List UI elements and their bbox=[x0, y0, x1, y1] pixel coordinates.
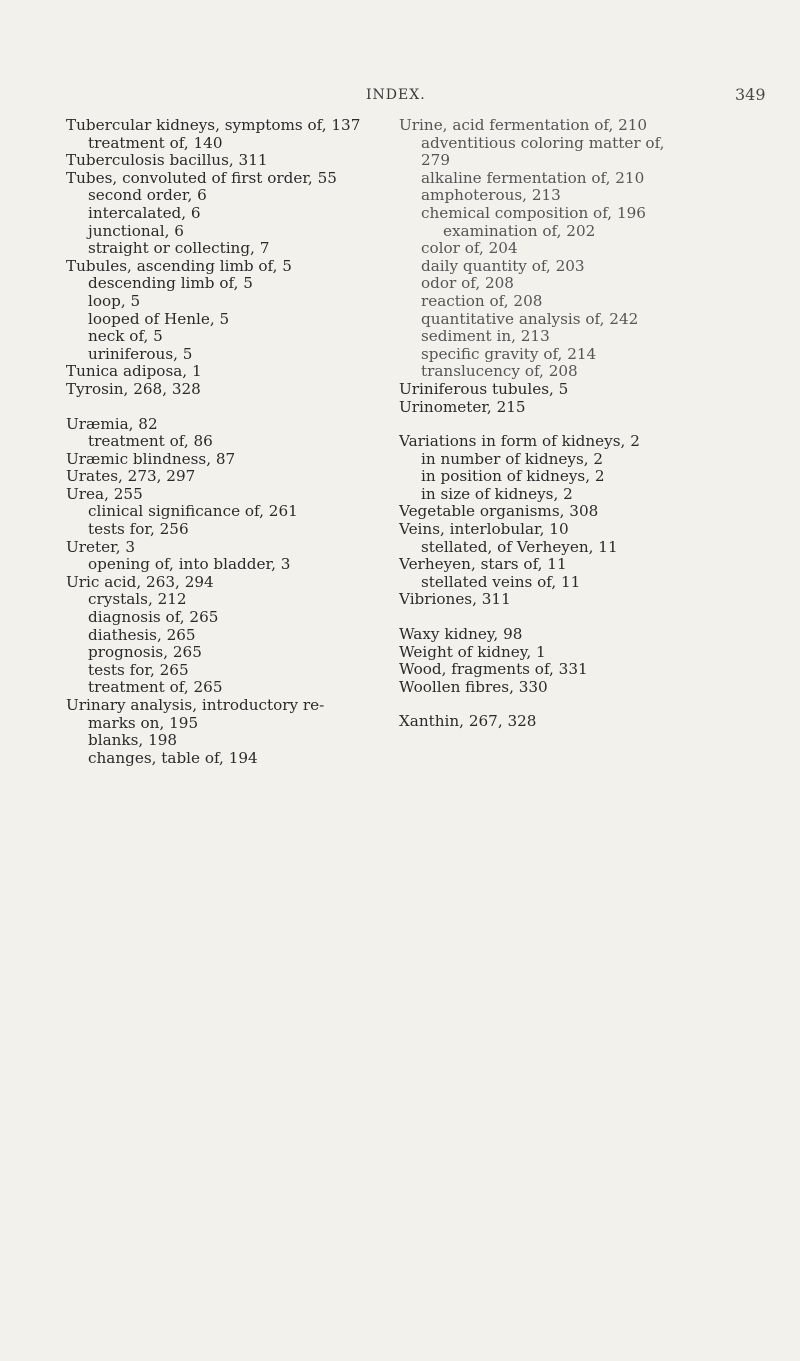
index-subentry: intercalated, 6 bbox=[88, 203, 201, 222]
index-entry: Variations in form of kidneys, 2 bbox=[399, 432, 640, 451]
index-entry: Woollen fibres, 330 bbox=[399, 677, 548, 696]
index-entry: Veins, interlobular, 10 bbox=[399, 520, 569, 539]
index-subentry: in position of kidneys, 2 bbox=[421, 467, 605, 486]
index-subentry: reaction of, 208 bbox=[421, 291, 543, 310]
index-entry: Weight of kidney, 1 bbox=[399, 642, 546, 661]
index-subentry: crystals, 212 bbox=[88, 590, 187, 609]
index-entry: Urea, 255 bbox=[66, 484, 143, 503]
index-entry: Urinary analysis, introductory re- bbox=[66, 696, 325, 714]
index-entry: Urine, acid fermentation of, 210 bbox=[399, 116, 648, 134]
index-subentry: junctional, 6 bbox=[88, 221, 184, 240]
section-gap bbox=[399, 696, 739, 713]
index-entry: Tunica adiposa, 1 bbox=[66, 362, 202, 381]
index-subentry: changes, table of, 194 bbox=[88, 748, 258, 767]
index-subentry: in size of kidneys, 2 bbox=[421, 484, 573, 503]
index-subentry: looped of Henle, 5 bbox=[88, 309, 230, 328]
index-subentry: treatment of, 265 bbox=[88, 678, 223, 697]
index-subentry: uriniferous, 5 bbox=[88, 344, 193, 363]
index-subentry: adventitious coloring matter of, bbox=[421, 133, 665, 152]
index-subentry: diathesis, 265 bbox=[88, 625, 196, 644]
index-subentry: diagnosis of, 265 bbox=[88, 608, 219, 627]
index-subentry: treatment of, 86 bbox=[88, 432, 213, 451]
index-subentry: treatment of, 140 bbox=[88, 133, 223, 152]
index-subentry: alkaline fermentation of, 210 bbox=[421, 168, 645, 187]
index-subentry: specific gravity of, 214 bbox=[421, 344, 597, 363]
index-entry: Tyrosin, 268, 328 bbox=[66, 379, 201, 398]
index-subentry: odor of, 208 bbox=[421, 274, 514, 293]
index-subentry: sediment in, 213 bbox=[421, 327, 550, 346]
index-entry: Tuberculosis bacillus, 311 bbox=[66, 151, 268, 170]
index-subentry: quantitative analysis of, 242 bbox=[421, 309, 639, 328]
index-subentry: stellated, of Verheyen, 11 bbox=[421, 537, 618, 556]
index-column-left bbox=[66, 117, 396, 767]
index-entry: Verheyen, stars of, 11 bbox=[399, 555, 567, 574]
index-subentry: amphoterous, 213 bbox=[421, 186, 561, 205]
index-entry: Tubercular kidneys, symptoms of, 137 bbox=[66, 116, 361, 134]
index-subentry: loop, 5 bbox=[88, 291, 141, 310]
index-subentry: tests for, 265 bbox=[88, 660, 189, 679]
index-subentry: clinical significance of, 261 bbox=[88, 502, 298, 521]
index-subentry: prognosis, 265 bbox=[88, 643, 202, 662]
index-subentry: in number of kidneys, 2 bbox=[421, 449, 604, 468]
index-entry: Vegetable organisms, 308 bbox=[399, 502, 599, 521]
section-gap bbox=[66, 399, 396, 416]
index-subentry: 279 bbox=[421, 151, 450, 170]
index-subentry: opening of, into bladder, 3 bbox=[88, 555, 291, 574]
index-subentry: marks on, 195 bbox=[88, 713, 199, 732]
index-entry: Tubules, ascending limb of, 5 bbox=[66, 256, 292, 275]
index-entry: Urinometer, 215 bbox=[399, 397, 526, 416]
index-subentry: stellated veins of, 11 bbox=[421, 572, 581, 591]
running-head-title: INDEX. bbox=[366, 87, 426, 103]
index-subentry: blanks, 198 bbox=[88, 731, 178, 750]
index-entry: Uric acid, 263, 294 bbox=[66, 572, 214, 591]
index-entry: Wood, fragments of, 331 bbox=[399, 660, 588, 679]
index-subentry: descending limb of, 5 bbox=[88, 274, 253, 293]
page-number: 349 bbox=[735, 85, 766, 104]
index-entry: Ureter, 3 bbox=[66, 537, 136, 556]
index-entry: Uræmic blindness, 87 bbox=[66, 449, 236, 468]
index-entry: Uriniferous tubules, 5 bbox=[399, 379, 569, 398]
index-subentry: chemical composition of, 196 bbox=[421, 203, 646, 222]
index-subentry: tests for, 256 bbox=[88, 520, 189, 539]
index-subentry: straight or collecting, 7 bbox=[88, 239, 270, 258]
index-entry: Xanthin, 267, 328 bbox=[399, 712, 537, 731]
index-subentry: translucency of, 208 bbox=[421, 362, 578, 381]
index-entry: Waxy kidney, 98 bbox=[399, 625, 523, 644]
index-subentry: examination of, 202 bbox=[443, 221, 596, 240]
index-entry: Uræmia, 82 bbox=[66, 414, 158, 433]
index-subentry: second order, 6 bbox=[88, 186, 207, 205]
index-entry: Tubes, convoluted of first order, 55 bbox=[66, 168, 337, 187]
index-column-right bbox=[399, 117, 739, 731]
index-entry: Vibriones, 311 bbox=[399, 590, 511, 609]
index-subentry: neck of, 5 bbox=[88, 327, 163, 346]
index-subentry: color of, 204 bbox=[421, 239, 518, 258]
section-gap bbox=[399, 416, 739, 433]
section-gap bbox=[399, 609, 739, 626]
index-subentry: daily quantity of, 203 bbox=[421, 256, 585, 275]
index-entry: Urates, 273, 297 bbox=[66, 467, 196, 486]
